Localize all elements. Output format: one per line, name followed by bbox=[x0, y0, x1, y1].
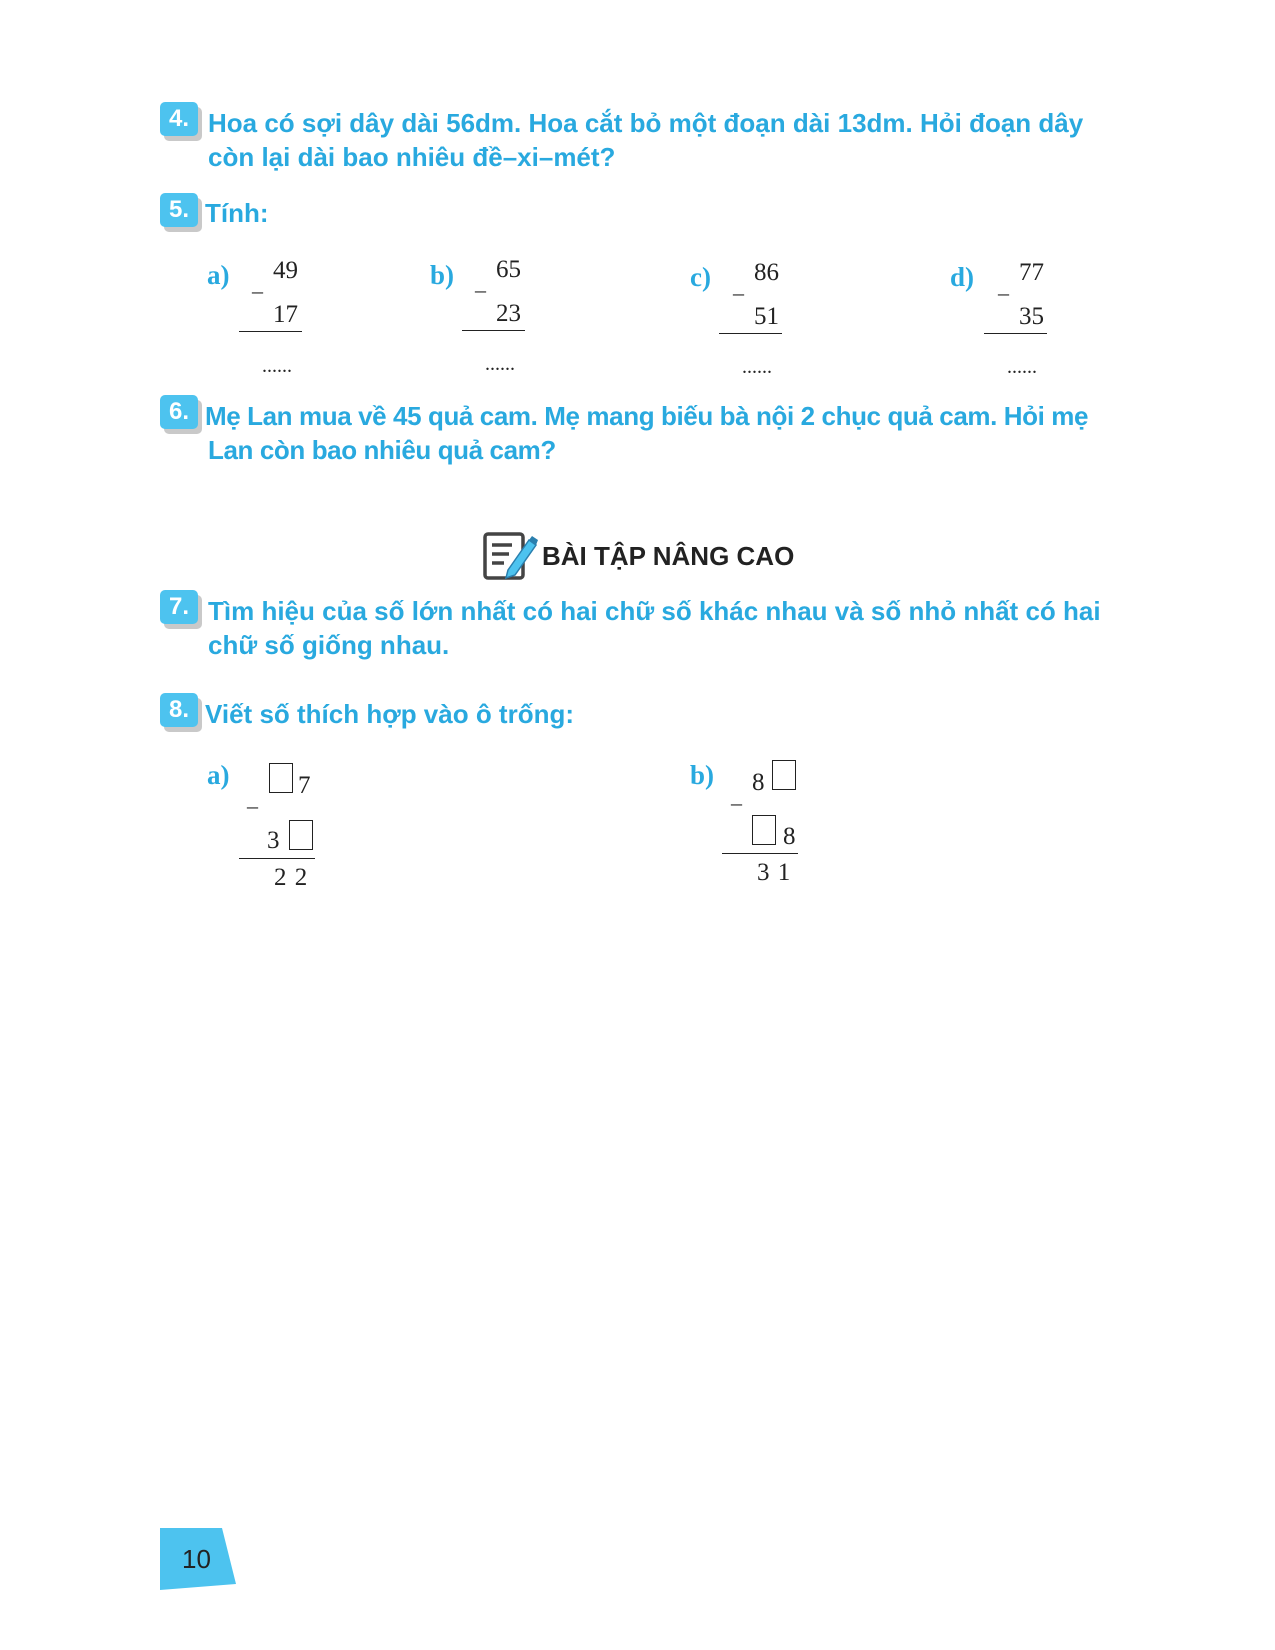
q5c-answer-dots: ...... bbox=[742, 356, 772, 378]
q5a-bottom: 17 bbox=[273, 301, 298, 328]
page-number: 10 bbox=[182, 1544, 211, 1574]
q8a-bottom-digit: 3 bbox=[267, 827, 280, 854]
q5d-label: d) bbox=[950, 262, 975, 292]
question-7-number: 7. bbox=[160, 590, 198, 624]
q5b-label: b) bbox=[430, 260, 455, 290]
q8b-label: b) bbox=[690, 760, 715, 790]
q8a-top-blank-box[interactable] bbox=[269, 763, 293, 793]
question-4 bbox=[208, 106, 1083, 174]
question-6-line-1: Mẹ Lan mua về 45 quả cam. Mẹ mang biếu bà nội 2 chục quả cam. Hỏi mẹ bbox=[205, 401, 1089, 431]
question-4-line-1: Hoa có sợi dây dài 56dm. Hoa cắt bỏ một đoạn dài 13dm. Hỏi đoạn dây bbox=[208, 108, 1084, 138]
q5b-minus: – bbox=[475, 277, 486, 302]
q5c-label: c) bbox=[690, 262, 711, 292]
q5c-bottom: 51 bbox=[754, 303, 779, 330]
q8b-result: 3 1 bbox=[757, 859, 791, 886]
question-8-number: 8. bbox=[160, 693, 198, 727]
question-8-badge bbox=[160, 693, 200, 729]
pencil-notepad-icon bbox=[482, 526, 538, 586]
q8b-line bbox=[722, 853, 798, 854]
question-7-line-2: chữ số giống nhau. bbox=[208, 630, 450, 660]
question-8-title: Viết số thích hợp vào ô trống: bbox=[205, 699, 575, 729]
q8b-minus: – bbox=[731, 790, 742, 815]
question-6-number: 6. bbox=[160, 395, 198, 429]
q5c-line bbox=[719, 333, 782, 334]
q5b-top: 65 bbox=[496, 256, 521, 283]
q5d-top: 77 bbox=[1019, 259, 1044, 286]
q8a-top-digit: 7 bbox=[298, 772, 311, 799]
q5c-top: 86 bbox=[754, 259, 779, 286]
q8a-label: a) bbox=[207, 760, 230, 790]
q8a-result: 2 2 bbox=[274, 864, 308, 891]
question-6-badge bbox=[160, 395, 200, 431]
q5a-answer-dots: ...... bbox=[262, 355, 292, 377]
question-7-line-1: Tìm hiệu của số lớn nhất có hai chữ số khác nhau và số nhỏ nhất có hai bbox=[208, 596, 1101, 626]
q5b-answer-dots: ...... bbox=[485, 353, 515, 375]
q5d-line bbox=[984, 333, 1047, 334]
q8b-bottom-blank-box[interactable] bbox=[752, 815, 776, 845]
q5a-line bbox=[239, 331, 302, 332]
q5a-top: 49 bbox=[273, 257, 298, 284]
question-5-badge bbox=[160, 193, 200, 229]
q8b-bottom-digit: 8 bbox=[783, 823, 796, 850]
q5d-minus: – bbox=[998, 280, 1009, 305]
question-4-number: 4. bbox=[160, 102, 198, 136]
question-7 bbox=[208, 594, 1101, 662]
question-4-line-2: còn lại dài bao nhiêu đề–xi–mét? bbox=[208, 142, 616, 172]
advanced-section-title: BÀI TẬP NÂNG CAO bbox=[542, 541, 795, 571]
q5a-label: a) bbox=[207, 260, 230, 290]
question-5-number: 5. bbox=[160, 193, 198, 227]
question-5-title: Tính: bbox=[205, 198, 269, 228]
page-number-tab bbox=[160, 1528, 236, 1590]
q5d-bottom: 35 bbox=[1019, 303, 1044, 330]
q5a-minus: – bbox=[252, 278, 263, 303]
q8a-line bbox=[239, 858, 315, 859]
question-6-line-2: Lan còn bao nhiêu quả cam? bbox=[208, 435, 556, 465]
q5b-bottom: 23 bbox=[496, 300, 521, 327]
q8b-top-blank-box[interactable] bbox=[772, 760, 796, 790]
q8a-minus: – bbox=[247, 793, 258, 818]
question-6 bbox=[205, 399, 1088, 467]
q8b-top-digit: 8 bbox=[752, 769, 765, 796]
question-7-badge bbox=[160, 590, 200, 626]
q5d-answer-dots: ...... bbox=[1007, 356, 1037, 378]
q8a-bottom-blank-box[interactable] bbox=[289, 820, 313, 850]
q5b-line bbox=[462, 330, 525, 331]
question-4-badge bbox=[160, 102, 200, 138]
q5c-minus: – bbox=[733, 280, 744, 305]
